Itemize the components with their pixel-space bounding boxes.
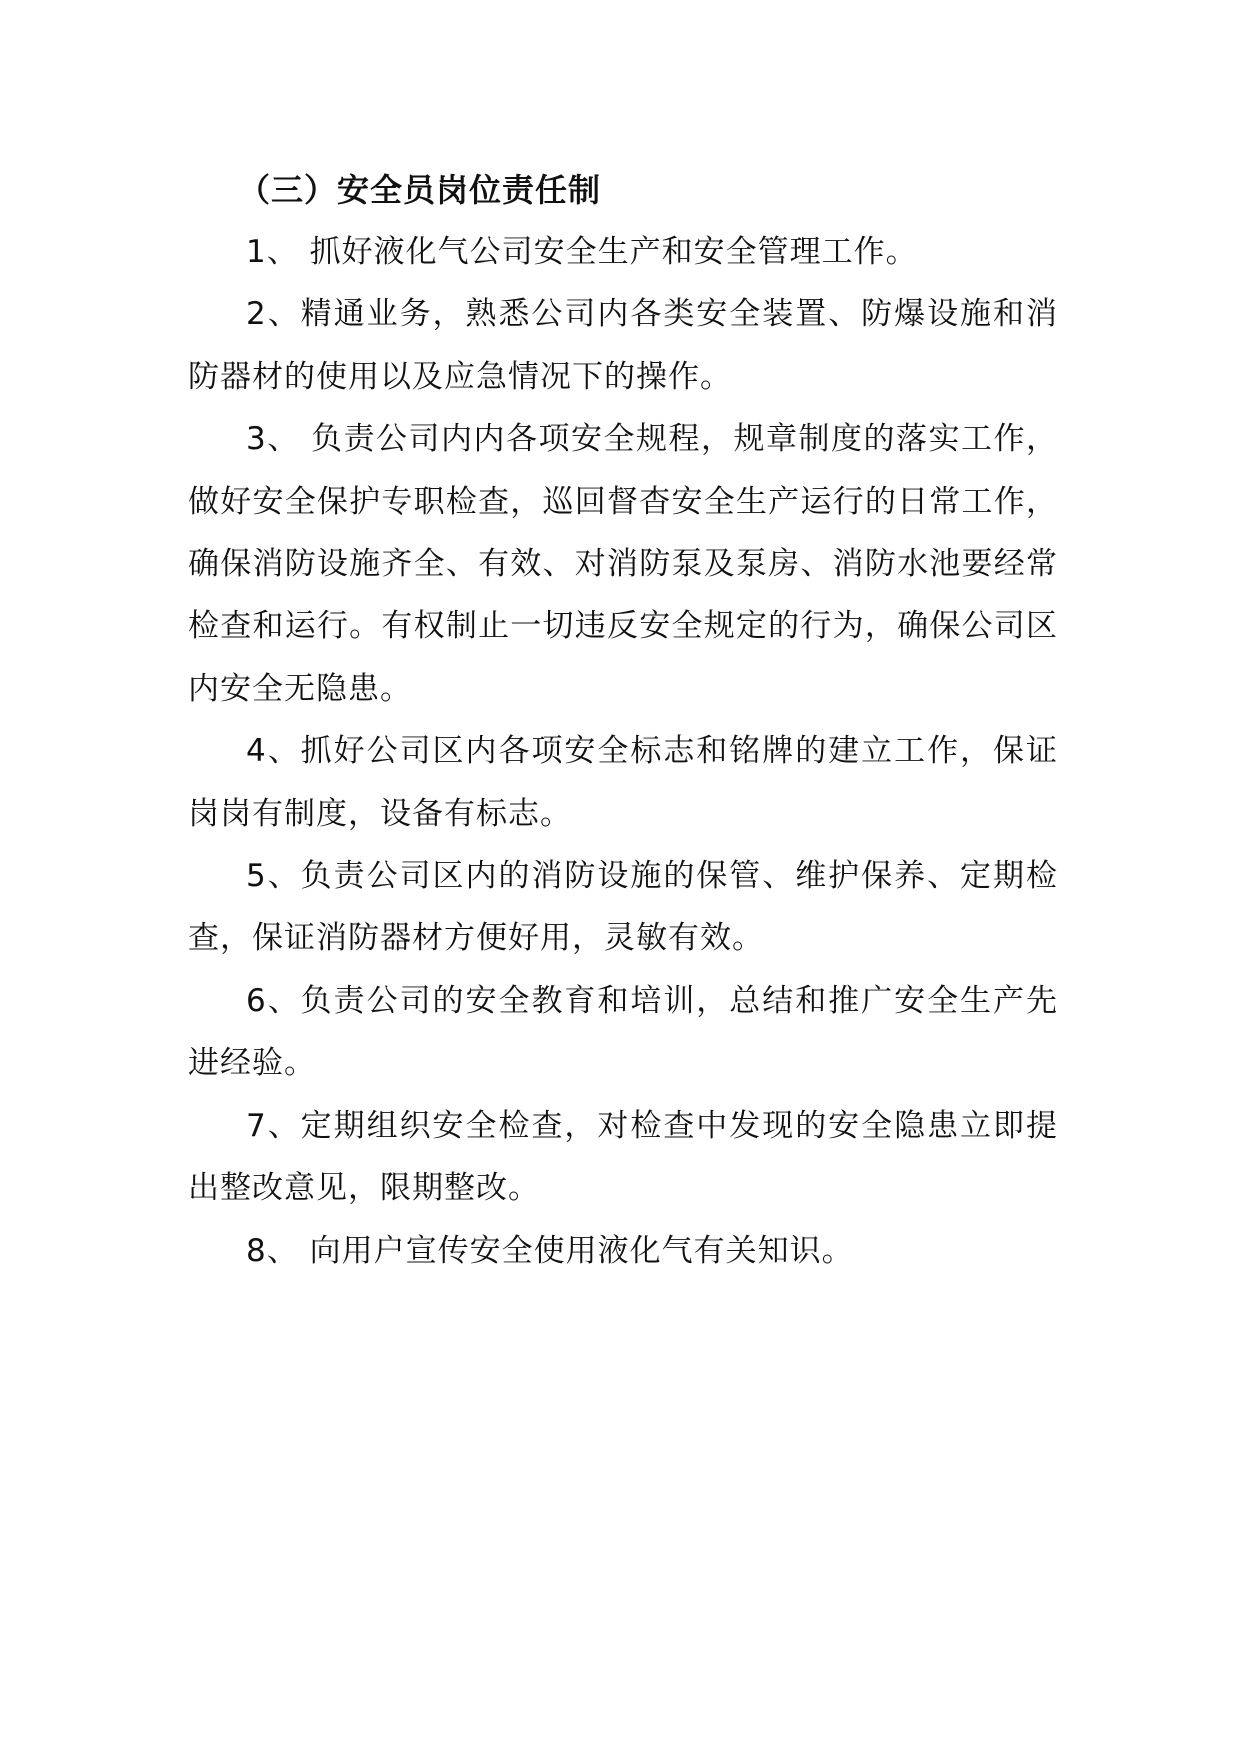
duty-item-8: 8、 向用户宣传安全使用液化气有关知识。 xyxy=(246,1232,854,1269)
duty-item-5: 5、负责公司区内的消防设施的保管、维护保养、定期检查，保证消防器材方便好用，灵敏有效。 xyxy=(188,858,1058,957)
section-heading: （三）安全员岗位责任制 xyxy=(238,171,602,209)
duty-item-4: 4、抓好公司区内各项安全标志和铭牌的建立工作，保证岗岗有制度，设备有标志。 xyxy=(188,733,1058,832)
duty-item-7: 7、定期组织安全检查，对检查中发现的安全隐患立即提出整改意见，限期整改。 xyxy=(188,1107,1058,1207)
duty-item-3: 3、 负责公司内内各项安全规程，规章制度的落实工作，做好安全保护专职检查，巡回督杳安全生产运行的日常工作，确保消防设施齐全、有效、对消防泵及泵房、消防水池要经常检查和运行。有权制止一切违反安全规定的行为，确保公司区内安全无隐患。 xyxy=(188,421,1058,707)
duty-item-2: 2、精通业务，熟悉公司内各类安全装置、防爆设施和消防器材的使用以及应急情况下的操作。 xyxy=(188,296,1058,395)
document-body xyxy=(188,159,1058,1282)
duty-item-1: 1、 抓好液化气公司安全生产和安全管理工作。 xyxy=(246,234,918,270)
duty-item-6: 6、负责公司的安全教育和培训，总结和推广安全生产先进经验。 xyxy=(188,982,1058,1082)
